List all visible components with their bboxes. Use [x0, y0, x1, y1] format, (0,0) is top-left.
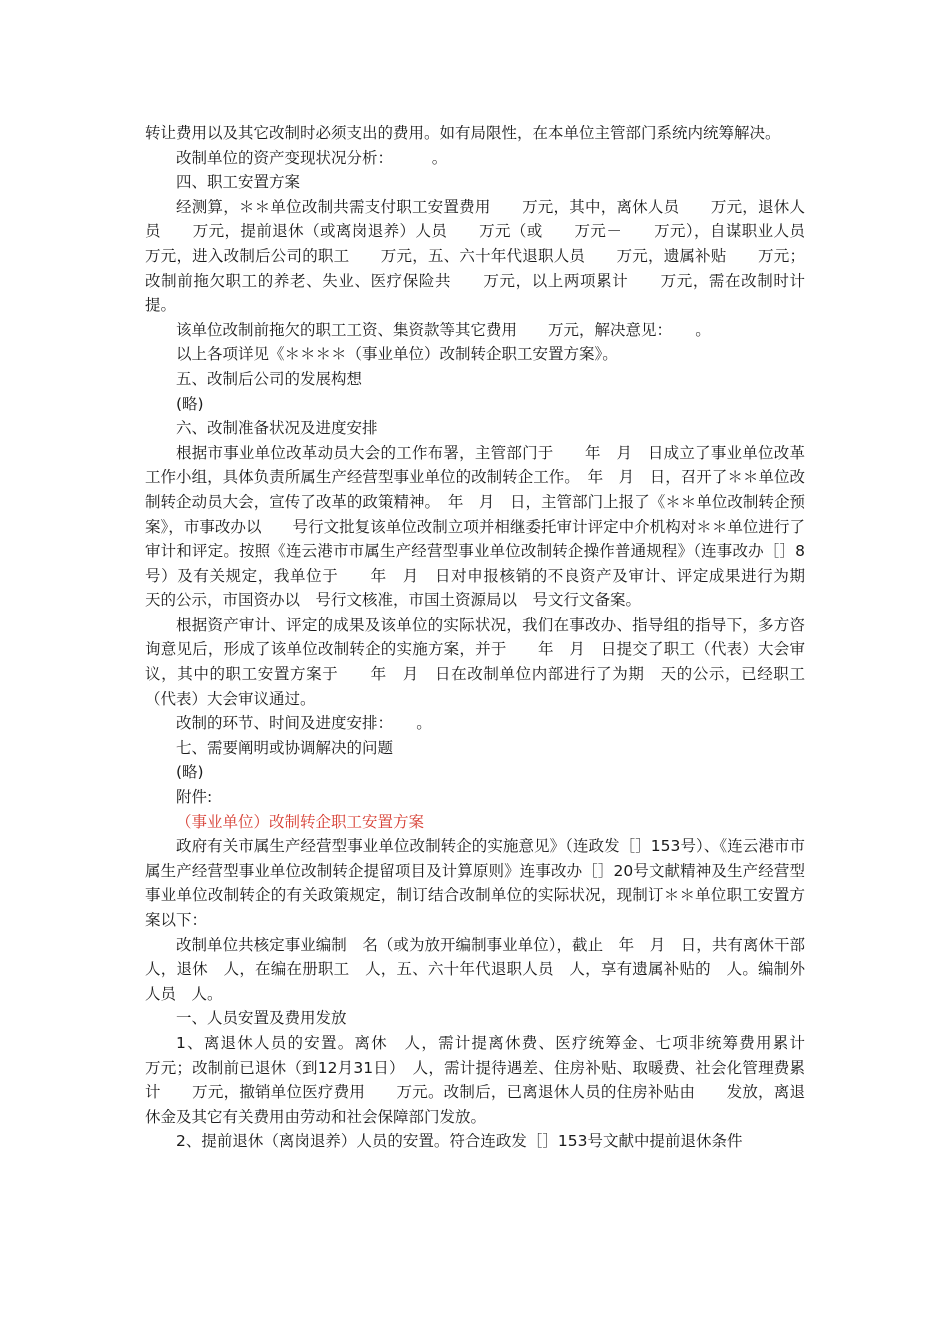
paragraph-11: 根据资产审计、评定的成果及该单位的实际状况，我们在事改办、指导组的指导下，多方咨询意见后，形成了该单位改制转企的实施方案，并于 年 月 日提交了职工（代表）大会审议，其中的职工安置方案于 年 月 日在改制单位内部进行了为期 天的公示，已经职工（代表）大会审议通过。: [145, 615, 805, 708]
paragraph-14: (略): [176, 763, 204, 782]
paragraph-5: 该单位改制前拖欠的职工工资、集资款等其它费用 万元，解决意见： 。: [176, 320, 711, 339]
paragraph-20: 1、离退休人员的安置。离休 人，需计提离休费、医疗统筹金、七项非统筹费用累计 万元；改制前已退休（到12月31日） 人，需计提待遇差、住房补贴、取暖费、社会化管理费累计 万元，撤销单位医疗费用 万元。改制后，已离退休人员的住房补贴由 发放，离退休金及其它有关费用由劳动和社会保障部门发放。: [145, 1033, 837, 1126]
attachment-label: 附件:: [176, 788, 213, 807]
paragraph-1: 转让费用以及其它改制时必须支出的费用。如有局限性，在本单位主管部门系统内统筹解决。: [145, 124, 781, 142]
section-heading-1: 一、人员安置及费用发放: [176, 1009, 347, 1028]
section-heading-5: 五、改制后公司的发展构想: [176, 369, 363, 388]
paragraph-12: 改制的环节、时间及进度安排： 。: [176, 714, 432, 733]
attachment-title: （事业单位）改制转企职工安置方案: [176, 812, 425, 831]
paragraph-2: 改制单位的资产变现状况分析： 。: [176, 148, 448, 167]
paragraph-10: 根据市事业单位改革动员大会的工作布署，主管部门于 年 月 日成立了事业单位改革工作小组，具体负责所属生产经营型事业单位的改制转企工作。 年 月 日，召开了＊＊单位改制转企动员大会，宣传了改革的政策精神。 年 月 日，主管部门上报了《＊＊单位改制转企预案》，市事改办以 号行文批复该单位改制立项并相继委托审计评定中介机构对＊＊单位进行了审计和评定。按照《连云港市市属生产经营型事业单位改制转企操作普通规程》（连事改办［］8号）及有关规定，我单位于 年 月 日对申报核销的不良资产及审计、评定成果进行为期 天的公示，市国资办以 号行文核准，市国土资源局以 号文行文备案。: [145, 443, 821, 610]
section-heading-6: 六、改制准备状况及进度安排: [176, 419, 378, 438]
section-heading-7: 七、需要阐明或协调解决的问题: [176, 738, 394, 757]
paragraph-18: 改制单位共核定事业编制 名（或为放开编制事业单位），截止 年 月 日，共有离休干部 人，退休 人，在编在册职工 人，五、六十年代退职人员 人，享有遗属补贴的 人。编制外人员 人。: [145, 935, 821, 1003]
paragraph-17: 政府有关市属生产经营型事业单位改制转企的实施意见》（连政发［］153号）、《连云港市市属生产经营型事业单位改制转企提留项目及计算原则》连事改办［］20号文献精神及生产经营型事业单位改制转企的有关政策规定，制订结合改制单位的实际状况，现制订＊＊单位职工安置方案以下：: [145, 837, 805, 929]
paragraph-6: 以上各项详见《＊＊＊＊（事业单位）改制转企职工安置方案》。: [176, 345, 618, 364]
document-page: [145, 121, 837, 1154]
paragraph-4: 经测算，＊＊单位改制共需支付职工安置费用 万元，其中，离休人员 万元，退休人员 万元，提前退休（或离岗退养）人员 万元（或 万元－ 万元），自谋职业人员 万元，进入改制后公司的职工 万元，五、六十年代退职人员 万元，遗属补贴 万元；改制前拖欠职工的养老、失业、医疗保险共 万元，以上两项累计 万元，需在改制时计提。: [145, 197, 837, 315]
paragraph-8: (略): [176, 394, 204, 413]
section-heading-4: 四、职工安置方案: [176, 173, 301, 192]
paragraph-21: 2、提前退休（离岗退养）人员的安置。符合连政发［］153号文献中提前退休条件: [176, 1132, 743, 1151]
